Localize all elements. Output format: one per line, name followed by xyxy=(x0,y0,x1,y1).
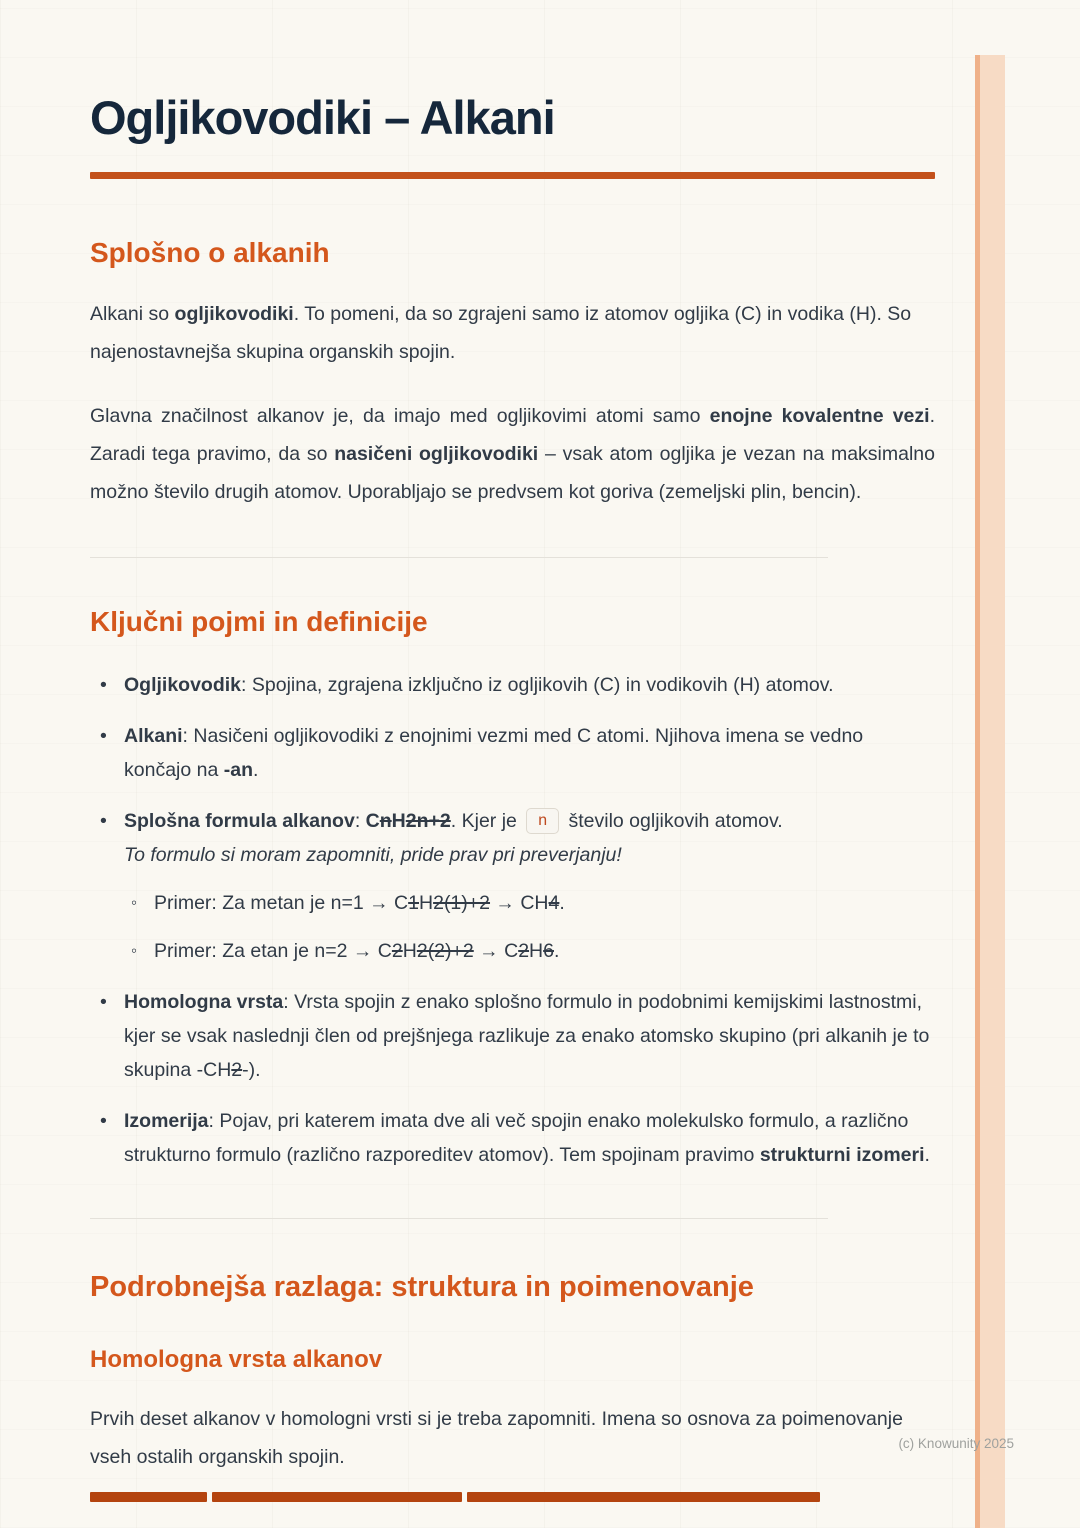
formula-subscript: 2(1)+2 xyxy=(433,892,491,914)
text-run: Primer: Za etan je n=2 → C xyxy=(154,940,392,962)
section-divider xyxy=(90,557,828,558)
text-run: . xyxy=(554,940,560,962)
paragraph-homologna: Prvih deset alkanov v homologni vrsti si je treba zapomniti. Imena so osnova za poimenovanje vseh ostalih organskih spojin. xyxy=(90,1408,903,1468)
n-variable-chip: n xyxy=(526,808,560,834)
bold-term: strukturni izomeri xyxy=(759,1144,925,1166)
footer-bar-segment xyxy=(212,1492,462,1502)
text-run: H xyxy=(529,940,544,962)
text-run: . Zaradi tega pravimo, da so xyxy=(90,405,935,465)
paragraph-intro xyxy=(90,295,935,371)
bullet-icon: • xyxy=(100,991,107,1013)
text-run: -). xyxy=(242,1059,261,1081)
formula-subscript: 6 xyxy=(543,940,554,962)
text-run: . xyxy=(924,1144,930,1166)
section-heading-kljucni: Ključni pojmi in definicije xyxy=(90,606,428,637)
formula-subscript: 2 xyxy=(518,940,530,962)
title-rule xyxy=(90,172,935,179)
formula-subscript: 1 xyxy=(408,892,419,914)
text-run: . xyxy=(559,892,565,914)
text-run: : Spojina, zgrajena izključno iz ogljikovih (C) in vodikovih (H) atomov. xyxy=(241,674,834,696)
formula-symbol: H xyxy=(391,810,406,832)
list-item-homologna-vrsta xyxy=(90,985,935,1087)
formula-subscript: n xyxy=(379,810,392,832)
definitions-list xyxy=(90,668,935,1172)
bullet-icon: • xyxy=(100,1110,107,1132)
text-run: : Vrsta spojin z enako splošno formulo in podobnimi kemijskimi lastnostmi, kjer se vsak naslednji člen od prejšnjega razlikuje za enako atomsko skupino (pri alkanih je to skupina -CH xyxy=(124,991,930,1081)
side-stripe xyxy=(975,55,1005,1528)
bullet-icon: • xyxy=(100,725,107,747)
section-heading-podrobnejsa: Podrobnejša razlaga: struktura in poimenovanje xyxy=(90,1271,754,1303)
formula-subscript: 2 xyxy=(231,1059,243,1081)
bullet-icon: • xyxy=(100,674,107,696)
paragraph-main-feature xyxy=(90,397,935,511)
text-run: : Pojav, pri katerem imata dve ali več spojin enako molekulsko formulo, a različno strukturno formulo (različno razporeditev atomov). Tem spojinam pravimo xyxy=(124,1110,909,1166)
section-heading-splosno: Splošno o alkanih xyxy=(90,237,330,268)
bold-term: enojne kovalentne vezi xyxy=(709,405,930,427)
text-run: : Nasičeni ogljikovodiki z enojnimi vezmi med C atomi. Njihova imena se vedno končajo na xyxy=(124,725,864,781)
text-run: število ogljikovih atomov. xyxy=(568,810,783,832)
formula-symbol: C xyxy=(365,810,380,832)
text-run: H xyxy=(419,892,434,914)
formula-subscript: 2(2)+2 xyxy=(416,940,474,962)
bullet-icon: • xyxy=(100,810,107,832)
bold-term: Ogljikovodik xyxy=(124,674,242,696)
list-item-ogljikovodik xyxy=(90,668,935,702)
formula-subscript: 4 xyxy=(548,892,560,914)
list-item-alkani xyxy=(90,719,935,787)
bold-term: Alkani xyxy=(124,725,183,747)
page-title: Ogljikovodiki – Alkani xyxy=(90,91,555,144)
formula-subscript: 2 xyxy=(391,940,403,962)
footer-bar-segment xyxy=(90,1492,207,1502)
text-run: Glavna značilnost alkanov je, da imajo med ogljikovimi atomi samo xyxy=(90,405,710,427)
text-run: – vsak atom ogljika je vezan na maksimalno možno število drugih atomov. Uporabljajo se predvsem kot goriva (zemeljski plin, bencin). xyxy=(90,443,935,503)
bold-term: ogljikovodiki xyxy=(174,303,294,325)
section-divider xyxy=(90,1218,828,1219)
memo-note: To formulo si moram zapomniti, pride prav pri preverjanju! xyxy=(124,844,622,866)
examples-list xyxy=(124,886,935,968)
sub-bullet-icon: ◦ xyxy=(131,941,138,960)
text-run: : xyxy=(354,810,366,832)
example-metan xyxy=(124,886,935,920)
bold-term: -an xyxy=(223,759,253,781)
list-item-izomerija xyxy=(90,1104,935,1172)
footer-bars xyxy=(90,1492,820,1502)
bold-term: Homologna vrsta xyxy=(124,991,284,1013)
text-run: . To pomeni, da so zgrajeni samo iz atomov ogljika (C) in vodika (H). So najenostavnejša skupina organskih spojin. xyxy=(90,303,912,363)
bold-term: nasičeni ogljikovodiki xyxy=(334,443,539,465)
footer-bar-segment xyxy=(467,1492,820,1502)
text-run: → CH xyxy=(490,892,549,914)
text-run: H xyxy=(402,940,417,962)
text-run: Primer: Za metan je n=1 → C xyxy=(154,892,409,914)
text-run: . xyxy=(253,759,259,781)
list-item-splosna-formula xyxy=(90,804,935,968)
text-run: . Kjer je xyxy=(450,810,517,832)
footer-credit: (c) Knowunity 2025 xyxy=(898,1436,1014,1451)
text-run: Alkani so xyxy=(90,303,175,325)
bold-term: Izomerija xyxy=(124,1110,209,1132)
formula-subscript: 2n+2 xyxy=(405,810,451,832)
page-content xyxy=(90,0,935,1476)
example-etan xyxy=(124,934,935,968)
subsection-heading-homologna: Homologna vrsta alkanov xyxy=(90,1346,383,1373)
sub-bullet-icon: ◦ xyxy=(131,893,138,912)
text-run: → C xyxy=(473,940,519,962)
bold-term: Splošna formula alkanov xyxy=(124,810,355,832)
